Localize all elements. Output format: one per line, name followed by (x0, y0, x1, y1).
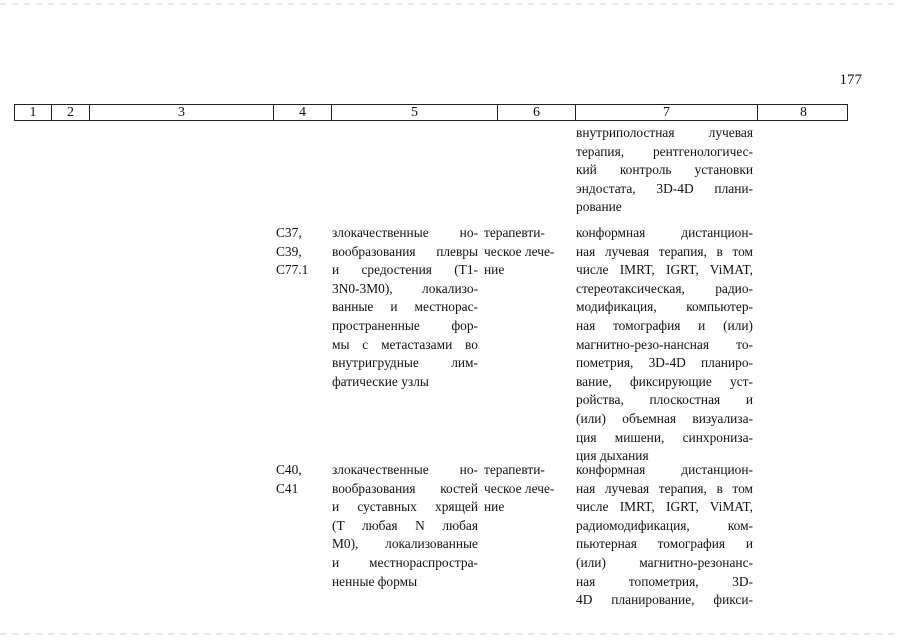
method-line: числе IMRT, IGRT, ViMAT, (576, 499, 753, 515)
method-line: ная лучевая терапия, в том (576, 243, 753, 259)
method-line: числе IMRT, IGRT, ViMAT, (576, 262, 753, 278)
method-line: внутриполостная лучевая (576, 125, 753, 140)
code-line: C41 (276, 480, 299, 496)
treatment-line: терапевти- (484, 225, 545, 240)
treatment-line: терапевти- (484, 462, 545, 477)
treatment-type (484, 461, 568, 517)
page-number: 177 (839, 72, 862, 88)
diagnosis-line: мы с метастазами во (332, 336, 478, 352)
method-line: (или) магнитно-резонанс- (576, 554, 753, 570)
diagnosis-line: внутригрудные лим- (332, 355, 478, 371)
method-line: 4D планирование, фикси- (576, 592, 753, 608)
column-number-3: 3 (89, 105, 273, 120)
diagnosis-line: фатические узлы (332, 373, 429, 389)
diagnosis-line: злокачественные но- (332, 462, 478, 477)
code-line: C77.1 (276, 262, 309, 278)
column-number-1: 1 (29, 105, 37, 120)
diagnosis-line: пространенные фор- (332, 317, 478, 333)
column-number-7: 7 (575, 105, 757, 120)
method-line: пометрия, 3D-4D планиро- (576, 355, 753, 371)
treatment-line: ние (484, 262, 505, 278)
method-description (576, 224, 753, 466)
method-line: (или) объемная визуализа- (576, 410, 753, 426)
column-number-2: 2 (51, 105, 89, 120)
column-number-5: 5 (331, 105, 497, 120)
scan-bottom-edge (0, 633, 897, 635)
method-line: рование (576, 199, 622, 215)
diagnosis-line: 3N0-3M0), локализо- (332, 280, 478, 296)
diagnosis-line: ванные и местнорас- (332, 299, 478, 315)
method-line: эндостата, 3D-4D плани- (576, 180, 753, 196)
diagnosis-line: злокачественные но- (332, 225, 478, 240)
diagnosis-line: ненные формы (332, 573, 418, 589)
method-line: стереотаксическая, радио- (576, 280, 753, 296)
method-description (576, 461, 753, 610)
diagnosis-line: и местнораспростра- (332, 554, 478, 570)
method-line: модификация, компьютер- (576, 299, 753, 315)
method-line: конформная дистанцион- (576, 225, 753, 240)
treatment-line: ние (484, 499, 505, 515)
method-line: конформная дистанцион- (576, 462, 753, 477)
diagnosis-codes (276, 461, 324, 498)
diagnosis-line: (T любая N любая (332, 517, 478, 533)
method-line: ная лучевая терапия, в том (576, 480, 753, 496)
method-line: ная топометрия, 3D- (576, 573, 753, 589)
method-line: вание, фиксирующие уст- (576, 373, 753, 389)
treatment-line: ческое лече- (484, 480, 555, 496)
code-line: C39, (276, 243, 302, 259)
method-line: пьютерная томография и (576, 536, 753, 552)
treatment-line: ческое лече- (484, 243, 555, 259)
method-line: радиомодификация, ком- (576, 517, 753, 533)
column-number-header (14, 104, 848, 121)
diagnosis-description (332, 461, 478, 591)
method-line: кий контроль установки (576, 162, 753, 178)
diagnosis-line: M0), локализованные (332, 536, 478, 552)
method-line: терапия, рентгенологичес- (576, 143, 753, 159)
method-text-continued (576, 124, 753, 217)
diagnosis-line: и суставных хрящей (332, 499, 478, 515)
code-line: C37, (276, 225, 302, 240)
diagnosis-codes (276, 224, 324, 280)
diagnosis-description (332, 224, 478, 391)
diagnosis-line: вообразования плевры (332, 243, 478, 259)
method-line: ция дыхания (576, 448, 649, 464)
column-number-4: 4 (273, 105, 331, 120)
code-line: C40, (276, 462, 302, 477)
diagnosis-line: и средостения (T1- (332, 262, 478, 278)
method-line: ройства, плоскостная и (576, 392, 753, 408)
scan-top-edge (0, 3, 897, 5)
treatment-type (484, 224, 568, 280)
column-number-6: 6 (497, 105, 575, 120)
method-line: ция мишени, синхрониза- (576, 429, 753, 445)
method-line: ная томография и (или) (576, 317, 753, 333)
diagnosis-line: вообразования костей (332, 480, 478, 496)
method-line: магнитно-резо-нансная то- (576, 336, 753, 352)
column-number-8: 8 (757, 105, 849, 120)
